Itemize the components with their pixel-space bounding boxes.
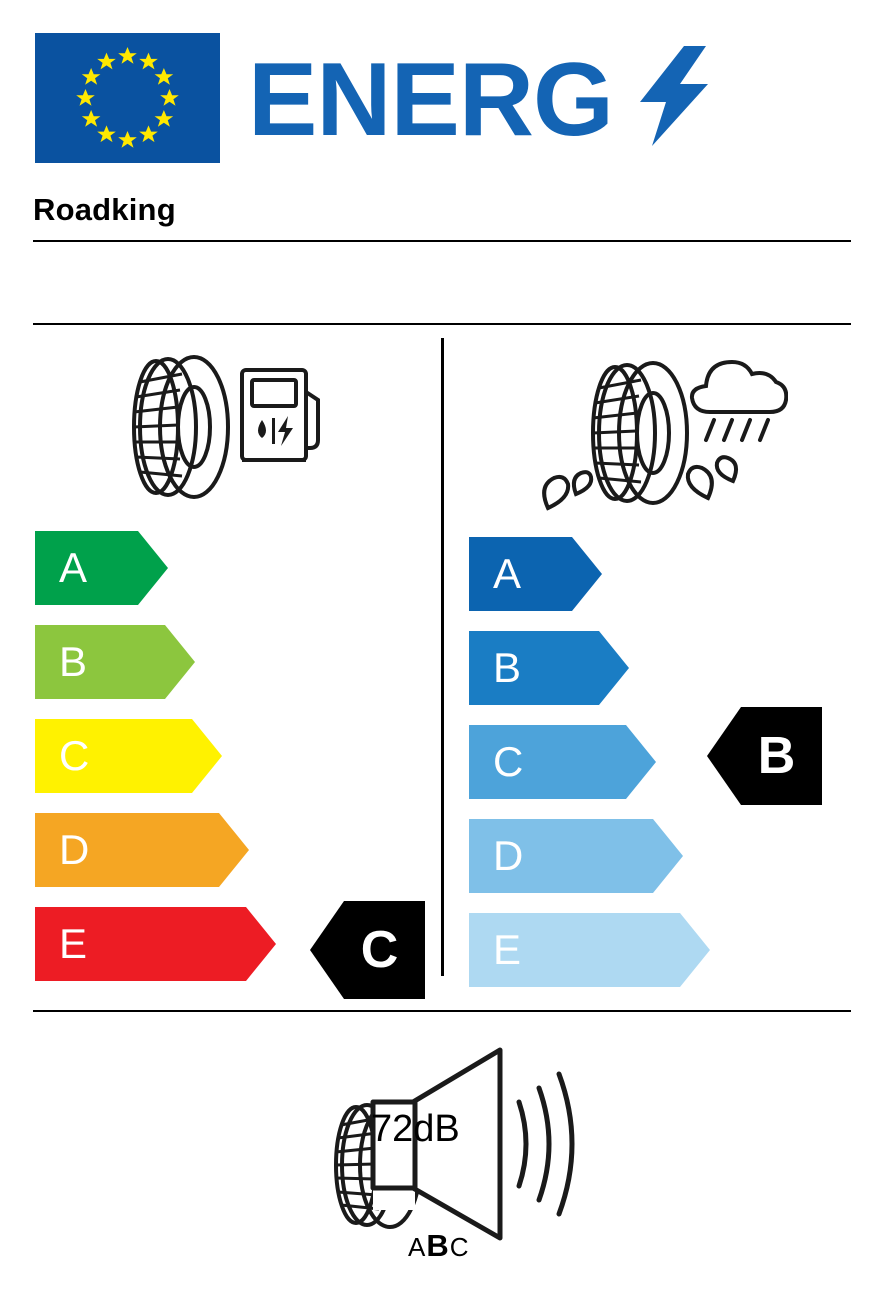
noise-class-letters [408, 1228, 470, 1264]
wet-marker-letter: B [757, 727, 796, 785]
page-title: Roadking [33, 192, 176, 227]
wet-grade-b [469, 631, 629, 705]
rain-cloud-tyre-icon [528, 348, 788, 523]
divider-top-section [33, 323, 851, 325]
fuel-grade-a [35, 531, 168, 605]
noise-class-b: B [426, 1228, 450, 1263]
wet-grade-letter: B [493, 644, 522, 691]
fuel-grade-e [35, 907, 276, 981]
fuel-pump-tyre-icon [122, 352, 322, 502]
fuel-grade-d [35, 813, 249, 887]
divider-under-brand [33, 240, 851, 242]
noise-class-a: A [408, 1232, 427, 1262]
fuel-grade-b [35, 625, 195, 699]
wet-grade-a [469, 537, 602, 611]
eu-flag [35, 33, 220, 163]
wet-grade-d [469, 819, 683, 893]
lightning-bolt-icon [640, 46, 710, 146]
divider-vertical [441, 338, 444, 976]
wet-marker [707, 707, 822, 805]
fuel-grade-letter: C [59, 732, 90, 779]
fuel-grade-letter: E [59, 920, 88, 967]
fuel-marker [310, 901, 425, 999]
wet-grade-letter: A [493, 550, 522, 597]
energy-wordmark: ENERG [248, 42, 613, 158]
wet-grade-letter: E [493, 926, 522, 973]
fuel-grade-letter: D [59, 826, 90, 873]
wet-grade-letter: C [493, 738, 524, 785]
divider-noise-section [33, 1010, 851, 1012]
wet-grade-e [469, 913, 710, 987]
fuel-grade-c [35, 719, 222, 793]
eu-stars-icon [35, 33, 220, 163]
fuel-grade-letter: B [59, 638, 88, 685]
noise-class-c: C [449, 1232, 470, 1262]
fuel-marker-letter: C [360, 921, 399, 979]
wet-grade-c [469, 725, 656, 799]
fuel-grade-letter: A [59, 544, 88, 591]
wet-grade-letter: D [493, 832, 524, 879]
noise-db-value: 72dB [371, 1108, 460, 1150]
